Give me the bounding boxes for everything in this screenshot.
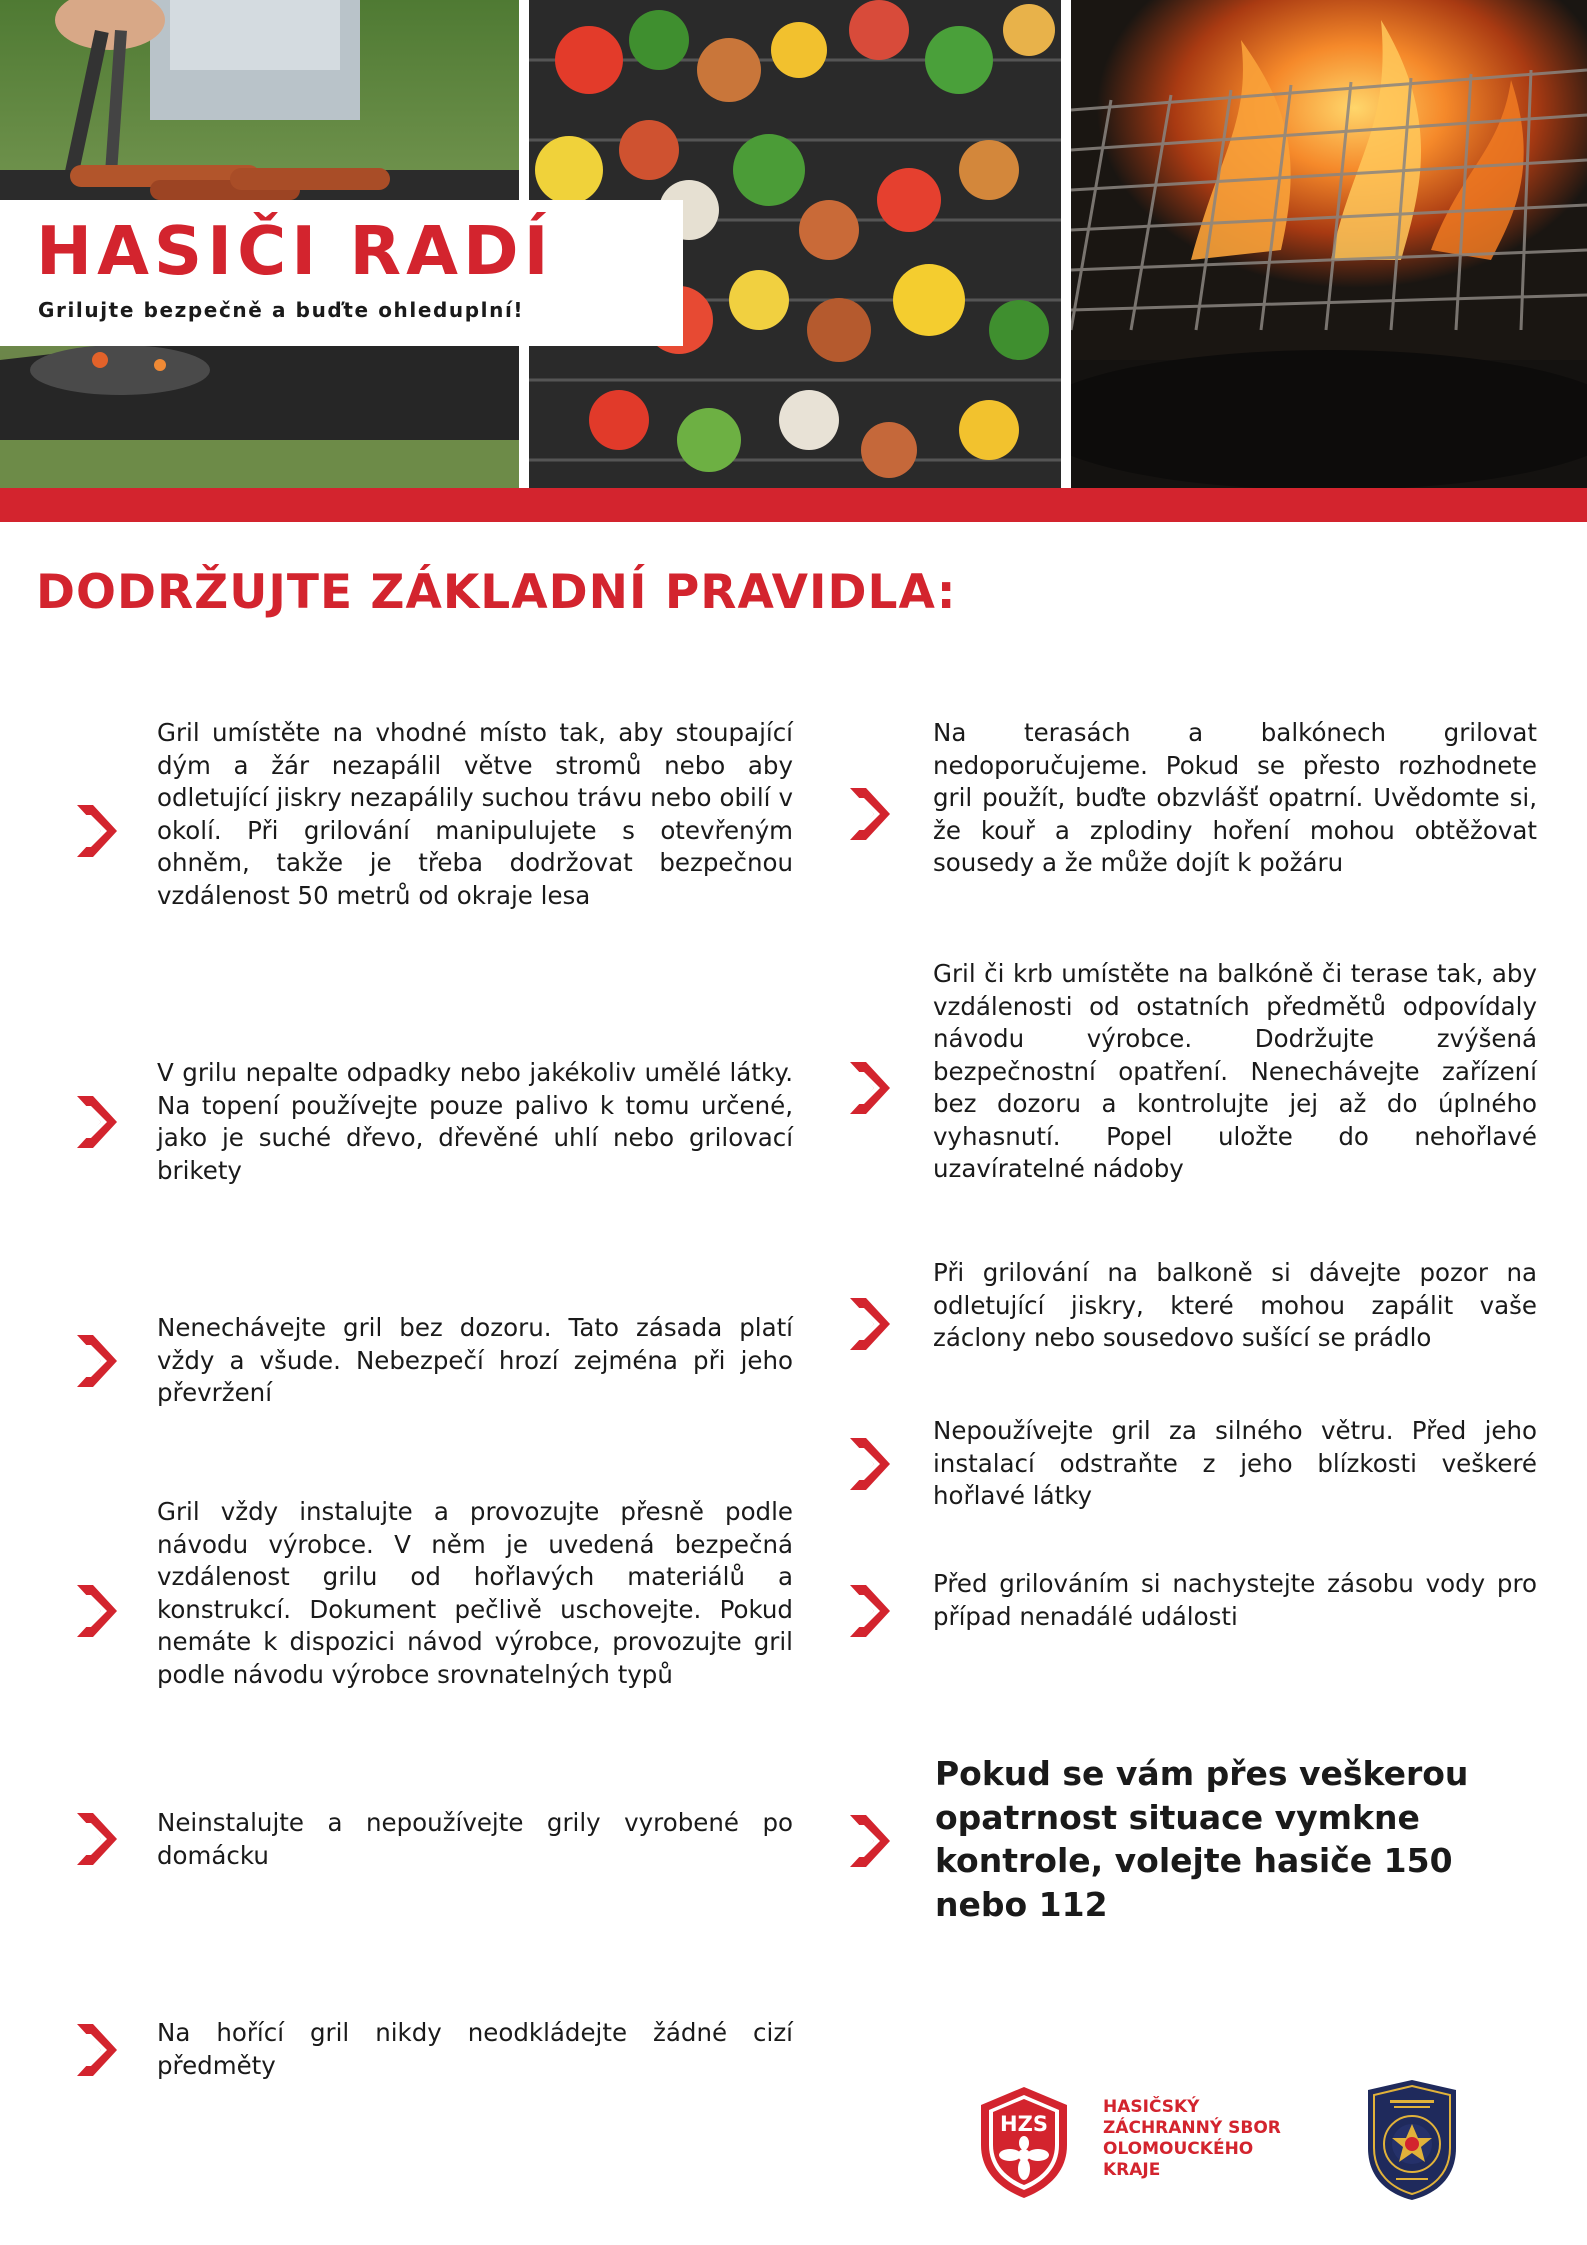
chevron-right-icon xyxy=(73,803,121,859)
organization-name xyxy=(1103,2097,1281,2181)
emergency-note: Pokud se vám přes veškerou opatrnost situace vymkne kontrole, volejte hasiče 150 nebo 112 xyxy=(935,1754,1469,1924)
section-heading: DODRŽUJTE ZÁKLADNÍ PRAVIDLA: xyxy=(36,565,957,620)
rule-left-5: Neinstalujte a nepoužívejte grily vyrobené po domácku xyxy=(157,1808,793,1870)
hzs-logo xyxy=(975,2085,1073,2200)
page-title: HASIČI RADÍ xyxy=(36,212,554,290)
rule-left-3: Nenechávejte gril bez dozoru. Tato zásada platí vždy a všude. Nebezpečí hrozí zejména při jeho převržení xyxy=(157,1313,793,1407)
chevron-right-icon xyxy=(846,786,894,842)
org-name-line-3: OLOMOUCKÉHO xyxy=(1103,2139,1254,2159)
rule-right-5: Před grilováním si nachystejte zásobu vody pro případ nenadálé události xyxy=(933,1569,1537,1631)
chevron-right-icon xyxy=(846,1436,894,1492)
chevron-right-icon xyxy=(73,1094,121,1150)
header-red-band xyxy=(0,488,1587,522)
chevron-right-icon xyxy=(846,1296,894,1352)
chevron-right-icon xyxy=(73,1811,121,1867)
photo-grill-flames xyxy=(1071,0,1587,488)
title-box xyxy=(0,200,683,346)
chevron-right-icon xyxy=(846,1813,894,1869)
fire-rescue-badge xyxy=(1364,2078,1460,2202)
rule-right-2: Gril či krb umístěte na balkóně či terase tak, aby vzdálenosti od ostatních předmětů odpovídaly návodu výrobce. Dodržujte zvýšená bezpečnostní opatření. Nenechávejte zařízení bez dozoru a kontrolujte jej až do úplného vyhasnutí. Popel uložte do nehořlavé uzavíratelné nádoby xyxy=(933,959,1537,1183)
rule-left-1: Gril umístěte na vhodné místo tak, aby stoupající dým a žár nezapálil větve stromů nebo aby odletující jiskry nezapálily suchou trávu nebo obilí v okolí. Při grilování manipulujete s otevřeným ohněm, takže je třeba dodržovat bezpečnou vzdálenost 50 metrů od okraje lesa xyxy=(157,718,793,910)
rule-left-6: Na hořící gril nikdy neodkládejte žádné cizí předměty xyxy=(157,2018,793,2080)
rule-right-4: Nepoužívejte gril za silného větru. Před jeho instalací odstraňte z jeho blízkosti veškeré hořlavé látky xyxy=(933,1416,1537,1510)
chevron-right-icon xyxy=(73,1333,121,1389)
chevron-right-icon xyxy=(846,1060,894,1116)
org-name-line-1: HASIČSKÝ xyxy=(1103,2097,1200,2117)
rule-right-3: Při grilování na balkoně si dávejte pozor na odletující jiskry, které mohou zapálit vaše záclony nebo sousedovo sušící se prádlo xyxy=(933,1258,1537,1352)
chevron-right-icon xyxy=(73,2022,121,2078)
rule-right-1: Na terasách a balkónech grilovat nedoporučujeme. Pokud se přesto rozhodnete gril použít, buďte obzvlášť opatrní. Uvědomte si, že kouř a zplodiny hoření mohou obtěžovat sousedy a že může dojít k požáru xyxy=(933,718,1537,877)
rule-left-2: V grilu nepalte odpadky nebo jakékoliv umělé látky. Na topení používejte pouze palivo k tomu určené, jako je suché dřevo, dřevěné uhlí nebo grilovací brikety xyxy=(157,1058,793,1185)
rule-left-4: Gril vždy instalujte a provozujte přesně podle návodu výrobce. V něm je uvedená bezpečná vzdálenost grilu od hořlavých materiálů a konstrukcí. Dokument pečlivě uschovejte. Pokud nemáte k dispozici návod výrobce, provozujte gril podle návodu výrobce srovnatelných typů xyxy=(157,1497,793,1689)
hzs-logo-text: HZS xyxy=(1000,2112,1048,2136)
org-name-line-4: KRAJE xyxy=(1103,2160,1161,2180)
org-name-line-2: ZÁCHRANNÝ SBOR xyxy=(1103,2118,1281,2138)
page-subtitle: Grilujte bezpečně a buďte ohleduplní! xyxy=(38,298,525,322)
chevron-right-icon xyxy=(73,1583,121,1639)
chevron-right-icon xyxy=(846,1583,894,1639)
